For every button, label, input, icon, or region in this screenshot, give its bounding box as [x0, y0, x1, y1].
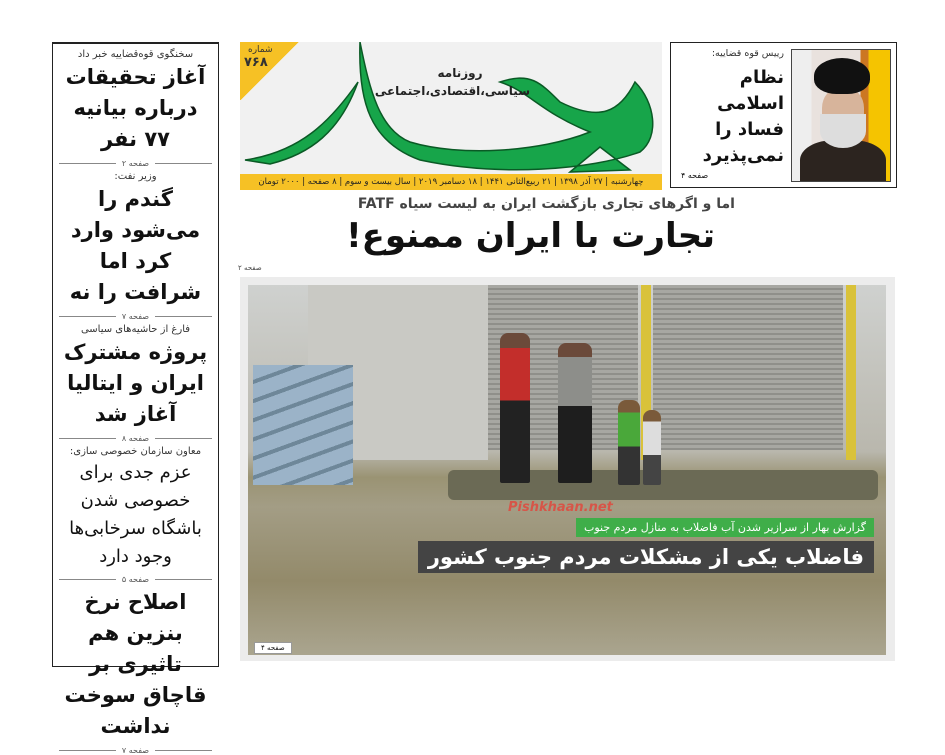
story-kicker: معاون سازمان خصوصی سازی:	[69, 446, 202, 457]
story-headline[interactable]: اصلاح نرخ بنزین هم تاثیری بر قاچاق سوخت نداشت	[64, 590, 207, 738]
photo-caption-kicker: گزارش بهار از سرازیر شدن آب فاضلاب به منازل مردم جنوب	[576, 518, 874, 537]
masthead	[240, 42, 662, 190]
feature-kicker: رییس قوه قضاییه:	[711, 48, 784, 59]
feature-page: صفحه ۴	[681, 171, 709, 180]
portrait-beard	[820, 114, 866, 148]
left-story-2[interactable]	[59, 171, 212, 321]
story-page: صفحه ۷	[59, 746, 212, 755]
child	[618, 400, 640, 485]
story-page: صفحه ۵	[59, 575, 212, 584]
shutter-right	[653, 285, 843, 450]
tagline-line-1: روزنامه	[437, 66, 483, 80]
left-story-5[interactable]	[59, 587, 212, 755]
stairs	[253, 365, 353, 485]
story-page: صفحه ۷	[59, 312, 212, 321]
pillar	[846, 285, 856, 460]
story-page: صفحه ۲	[59, 159, 212, 168]
story-kicker: وزیر نفت:	[114, 171, 157, 182]
person	[500, 333, 530, 483]
bahar-logo	[240, 42, 662, 174]
main-headline[interactable]: تجارت با ایران ممنوع!	[346, 216, 715, 256]
main-photo[interactable]	[248, 285, 886, 655]
person	[558, 343, 592, 483]
tagline-line-2: سیاسی،اقتصادی،اجتماعی	[374, 84, 530, 98]
story-headline[interactable]: آغاز تحقیقات درباره بیانیه ۷۷ نفر	[65, 65, 206, 151]
left-news-column	[52, 42, 219, 755]
portrait-turban	[814, 58, 870, 94]
photo-page-ref: صفحه ۴	[254, 642, 292, 654]
left-story-3[interactable]	[59, 324, 212, 443]
right-feature-box[interactable]	[670, 42, 897, 188]
watermark: Pishkhaan.net	[508, 500, 613, 515]
child	[643, 410, 661, 485]
left-story-1[interactable]	[59, 49, 212, 168]
issue-number-badge	[240, 42, 300, 100]
issue-number: ۷۶۸	[244, 55, 268, 70]
main-page-ref: صفحه ۲	[238, 264, 262, 272]
masthead-tagline	[374, 64, 530, 100]
story-page: صفحه ۸	[59, 434, 212, 443]
story-kicker: سخنگوی قوه‌قضاییه خبر داد	[77, 49, 194, 60]
main-subheadline: اما و اگرهای تجاری بازگشت ایران به لیست سیاه FATF	[357, 196, 735, 212]
story-headline[interactable]: گندم را می‌شود وارد کرد اما شرافت را نه	[69, 187, 202, 304]
photo-caption-headline[interactable]: فاضلاب یکی از مشکلات مردم جنوب کشور	[418, 541, 874, 573]
issue-label: شماره	[248, 45, 273, 55]
portrait-photo	[791, 49, 891, 182]
story-headline[interactable]: عزم جدی برای خصوصی شدن باشگاه سرخابی‌ها وجود دارد	[69, 462, 202, 567]
dateline: چهارشنبه | ۲۷ آذر ۱۳۹۸ | ۲۱ ربیع‌الثانی ۱۴۴۱ | ۱۸ دسامبر ۲۰۱۹ | سال بیست و سوم | ۸ صفحه | ۲۰۰۰ تومان	[240, 174, 662, 190]
story-kicker: فارغ از حاشیه‌های سیاسی	[80, 324, 191, 335]
left-story-4[interactable]	[59, 446, 212, 584]
feature-headline[interactable]: نظام اسلامی فساد را نمی‌پذیرد	[702, 67, 784, 166]
story-headline[interactable]: پروژه مشترک ایران و ایتالیا آغاز شد	[63, 340, 208, 426]
